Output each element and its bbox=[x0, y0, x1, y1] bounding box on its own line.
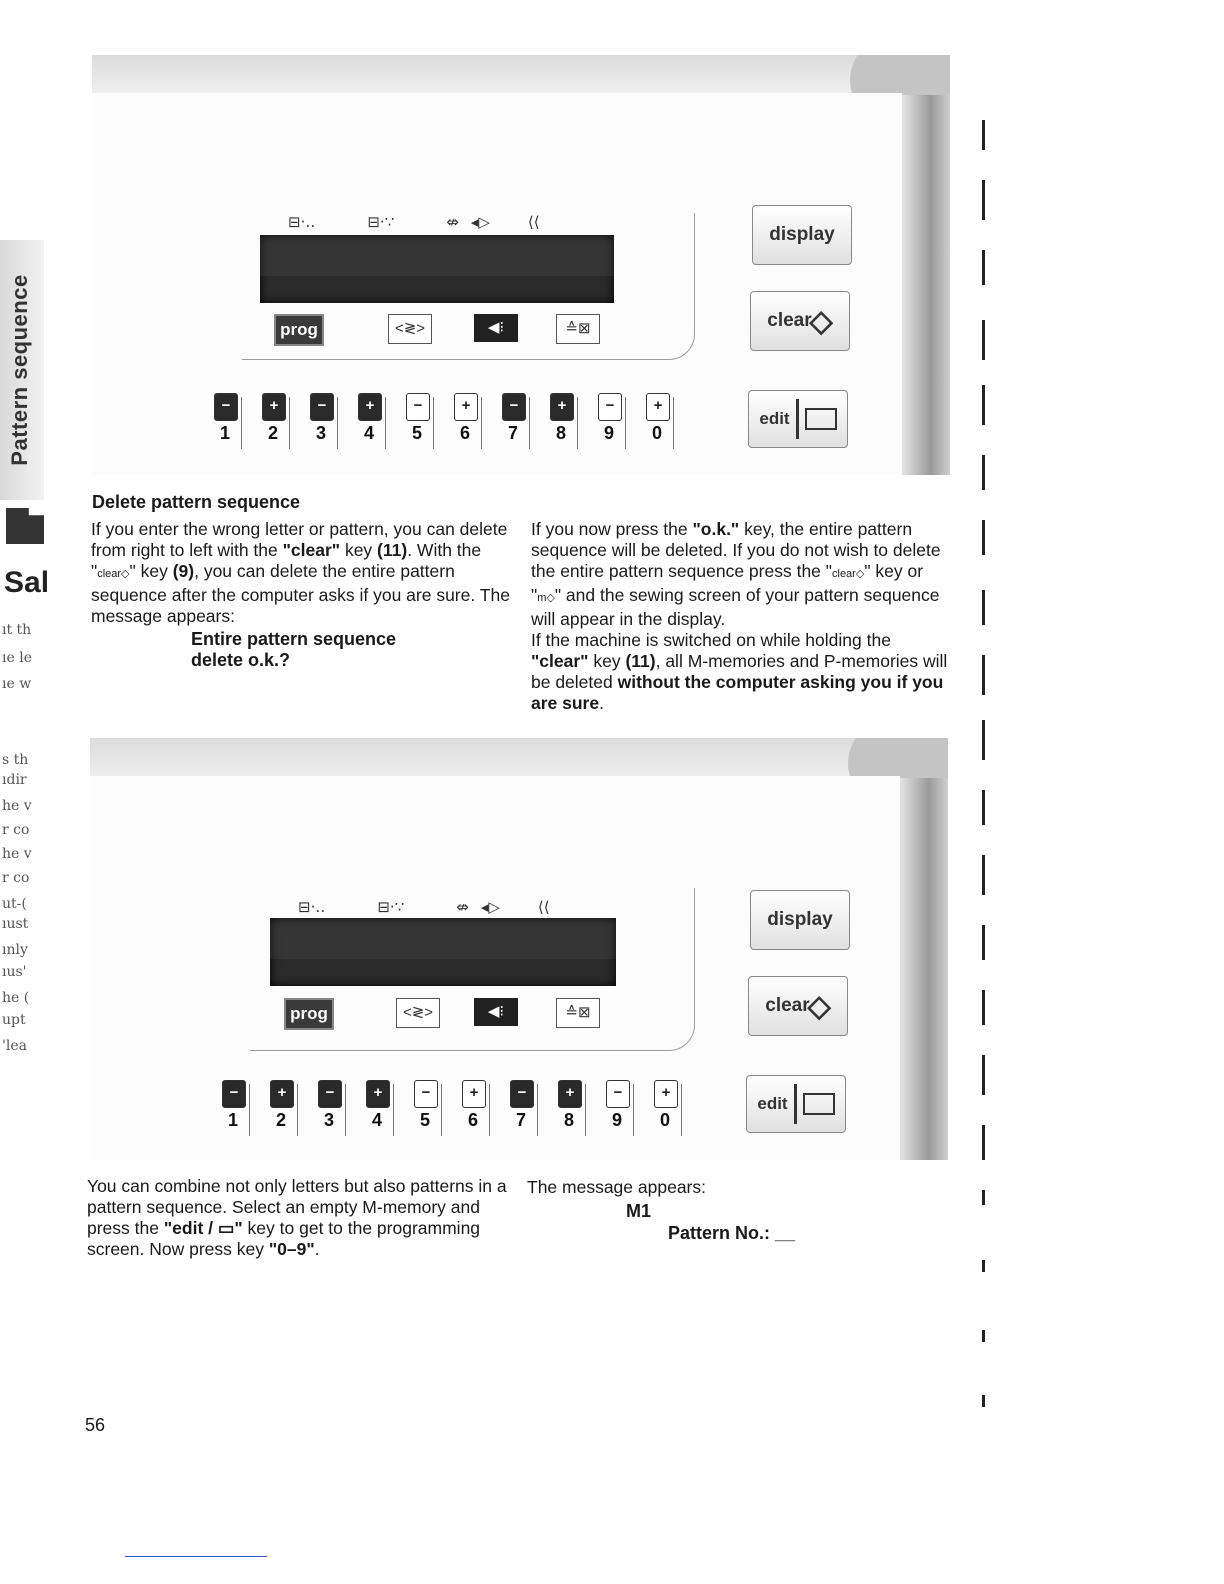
edit-button[interactable]: edit bbox=[746, 1075, 846, 1133]
margin-mark bbox=[982, 250, 985, 285]
margin-mark bbox=[982, 655, 985, 695]
page-number: 56 bbox=[85, 1415, 106, 1435]
key-number-label: 3 bbox=[323, 1110, 334, 1130]
key-number-label: 8 bbox=[563, 1110, 574, 1130]
display-button[interactable]: display bbox=[752, 205, 852, 265]
key-cap-icon: − bbox=[414, 1080, 438, 1108]
clear-button[interactable]: clear ◇ bbox=[748, 976, 848, 1036]
number-key-7[interactable] bbox=[498, 393, 530, 451]
key-number-label: 5 bbox=[419, 1110, 430, 1130]
key-number-label: 4 bbox=[371, 1110, 382, 1130]
number-key-2[interactable] bbox=[258, 393, 290, 451]
edge-fragment: ıe w bbox=[2, 676, 32, 692]
key-number-label: 3 bbox=[315, 423, 326, 443]
mirror-button[interactable]: ◀⁝ bbox=[474, 998, 518, 1026]
edge-fragment: ınly bbox=[2, 942, 28, 958]
side-tab-label: Pattern sequence bbox=[7, 274, 32, 466]
key-number-label: 6 bbox=[459, 423, 470, 443]
number-key-9[interactable] bbox=[602, 1080, 634, 1138]
message-m1: M1 bbox=[626, 1201, 652, 1221]
key-cap-icon: − bbox=[214, 393, 238, 421]
edge-fragment: r co bbox=[2, 822, 30, 838]
lcd-icon-row: ⊟·‥ ⊟·∵ ⇎ ◂▷ ⟨⟨ bbox=[288, 213, 540, 231]
sewing-machine-icon bbox=[805, 408, 837, 430]
key-cap-icon: + bbox=[454, 393, 478, 421]
margin-mark bbox=[982, 1125, 985, 1160]
clear-button[interactable]: clear ◇ bbox=[750, 291, 850, 351]
margin-mark bbox=[982, 1055, 985, 1095]
edge-fragment: s th bbox=[2, 752, 29, 768]
tab-logo-icon bbox=[6, 508, 44, 544]
key-number-label: 4 bbox=[363, 423, 374, 443]
edge-fragment: r co bbox=[2, 870, 30, 886]
key-cap-icon: + bbox=[646, 393, 670, 421]
margin-mark bbox=[982, 120, 985, 150]
key-cap-icon: + bbox=[262, 393, 286, 421]
key-cap-icon: − bbox=[598, 393, 622, 421]
margin-mark bbox=[982, 320, 985, 360]
number-key-5[interactable] bbox=[410, 1080, 442, 1138]
edge-fragment-large: Sal bbox=[4, 566, 50, 599]
margin-mark bbox=[982, 1190, 985, 1205]
margin-mark bbox=[982, 1260, 985, 1272]
key-cap-icon: − bbox=[406, 393, 430, 421]
number-key-6[interactable] bbox=[458, 1080, 490, 1138]
edge-fragment: he v bbox=[2, 798, 32, 814]
edge-fragment: ıus' bbox=[2, 964, 27, 980]
key-number-label: 7 bbox=[515, 1110, 526, 1130]
number-key-0[interactable] bbox=[650, 1080, 682, 1138]
key-cap-icon: + bbox=[270, 1080, 294, 1108]
message-line-1: Entire pattern sequence bbox=[191, 629, 397, 649]
key-number-label: 0 bbox=[651, 423, 662, 443]
number-key-9[interactable] bbox=[594, 393, 626, 451]
key-number-label: 6 bbox=[467, 1110, 478, 1130]
message-line-2: delete o.k.? bbox=[191, 650, 291, 670]
number-key-5[interactable] bbox=[402, 393, 434, 451]
stitch-width-button[interactable]: <≷> bbox=[388, 314, 432, 344]
key-number-label: 0 bbox=[659, 1110, 670, 1130]
key-number-label: 1 bbox=[227, 1110, 238, 1130]
margin-mark bbox=[982, 855, 985, 895]
number-key-8[interactable] bbox=[546, 393, 578, 451]
margin-mark bbox=[982, 1330, 985, 1342]
key-cap-icon: − bbox=[502, 393, 526, 421]
stitch-width-button[interactable]: <≷> bbox=[396, 998, 440, 1028]
number-key-2[interactable] bbox=[266, 1080, 298, 1138]
number-key-3[interactable] bbox=[306, 393, 338, 451]
margin-mark bbox=[982, 590, 985, 625]
number-key-4[interactable] bbox=[362, 1080, 394, 1138]
number-key-7[interactable] bbox=[506, 1080, 538, 1138]
control-panel-1 bbox=[92, 55, 950, 475]
edge-fragment: ıdir bbox=[2, 772, 27, 788]
edge-fragment: ut-( bbox=[2, 896, 27, 912]
edge-fragment: upt bbox=[2, 1012, 26, 1028]
key-cap-icon: − bbox=[222, 1080, 246, 1108]
key-cap-icon: + bbox=[654, 1080, 678, 1108]
margin-mark bbox=[982, 455, 985, 490]
key-cap-icon: + bbox=[366, 1080, 390, 1108]
key-cap-icon: + bbox=[550, 393, 574, 421]
mirror-button[interactable]: ◀⁝ bbox=[474, 314, 518, 342]
stitch-length-button[interactable]: ≙⊠ bbox=[556, 998, 600, 1028]
key-number-label: 9 bbox=[603, 423, 614, 443]
key-number-label: 9 bbox=[611, 1110, 622, 1130]
number-key-1[interactable] bbox=[210, 393, 242, 451]
margin-mark bbox=[982, 1395, 985, 1407]
edge-fragment: ıe le bbox=[2, 650, 32, 666]
number-key-0[interactable] bbox=[642, 393, 674, 451]
key-number-label: 7 bbox=[507, 423, 518, 443]
margin-mark bbox=[982, 385, 985, 425]
edge-fragment: ıt th bbox=[2, 622, 32, 638]
edge-fragment: he v bbox=[2, 846, 32, 862]
stitch-length-button[interactable]: ≙⊠ bbox=[556, 314, 600, 344]
key-cap-icon: − bbox=[510, 1080, 534, 1108]
margin-mark bbox=[982, 790, 985, 825]
edge-fragment: 'lea bbox=[2, 1038, 27, 1054]
key-cap-icon: + bbox=[462, 1080, 486, 1108]
number-key-8[interactable] bbox=[554, 1080, 586, 1138]
key-number-label: 5 bbox=[411, 423, 422, 443]
margin-mark bbox=[982, 520, 985, 555]
display-button[interactable]: display bbox=[750, 890, 850, 950]
lcd-icon-row: ⊟·‥ ⊟·∵ ⇎ ◂▷ ⟨⟨ bbox=[298, 898, 550, 916]
key-cap-icon: − bbox=[606, 1080, 630, 1108]
margin-mark bbox=[982, 925, 985, 960]
edit-button[interactable]: edit bbox=[748, 390, 848, 448]
message-intro: The message appears: bbox=[527, 1177, 706, 1197]
prog-button[interactable]: prog bbox=[274, 314, 324, 346]
key-cap-icon: + bbox=[358, 393, 382, 421]
key-number-label: 1 bbox=[219, 423, 230, 443]
section1-left-paragraph: If you enter the wrong letter or pattern, you can delete from right to left with the "clear" key (11). With the "clear◇" key (9), you can delete the entire pattern sequence after the computer asks if you are sure. The message appears: bbox=[91, 519, 510, 626]
message-pattern-no: Pattern No.: __ bbox=[668, 1223, 796, 1243]
number-key-3[interactable] bbox=[314, 1080, 346, 1138]
prog-button[interactable]: prog bbox=[284, 998, 334, 1030]
clear-arrow-icon: ◇ bbox=[809, 304, 833, 338]
edge-fragment: he ( bbox=[2, 990, 30, 1006]
section2-left-paragraph: You can combine not only letters but also patterns in a pattern sequence. Select an empty M-memory and press the "edit / ▭" key to get to the programming screen. Now press key "0–9". bbox=[87, 1176, 507, 1259]
margin-mark bbox=[982, 720, 985, 760]
clear-arrow-icon: ◇ bbox=[807, 989, 831, 1023]
sewing-machine-icon bbox=[803, 1093, 835, 1115]
number-key-4[interactable] bbox=[354, 393, 386, 451]
key-cap-icon: − bbox=[310, 393, 334, 421]
number-key-1[interactable] bbox=[218, 1080, 250, 1138]
key-number-label: 2 bbox=[267, 423, 278, 443]
key-number-label: 2 bbox=[275, 1110, 286, 1130]
key-cap-icon: + bbox=[558, 1080, 582, 1108]
section1-right-paragraph-2: If the machine is switched on while holding the "clear" key (11), all M-memories and P-memories will be deleted without the computer asking you if you are sure. bbox=[531, 630, 948, 713]
section1-right-paragraph-1: If you now press the "o.k." key, the entire pattern sequence will be deleted. If you do not wish to delete the entire pattern sequence press the "clear◇" key or "m◇" and the sewing screen of your pattern sequence will appear in the display. bbox=[531, 519, 941, 629]
control-panel-2 bbox=[90, 738, 948, 1160]
key-cap-icon: − bbox=[318, 1080, 342, 1108]
section-title: Delete pattern sequence bbox=[92, 492, 301, 512]
margin-mark bbox=[982, 990, 985, 1025]
footer-rule bbox=[125, 1556, 267, 1557]
number-key-6[interactable] bbox=[450, 393, 482, 451]
key-number-label: 8 bbox=[555, 423, 566, 443]
edge-fragment: ıust bbox=[2, 916, 29, 932]
margin-mark bbox=[982, 180, 985, 220]
